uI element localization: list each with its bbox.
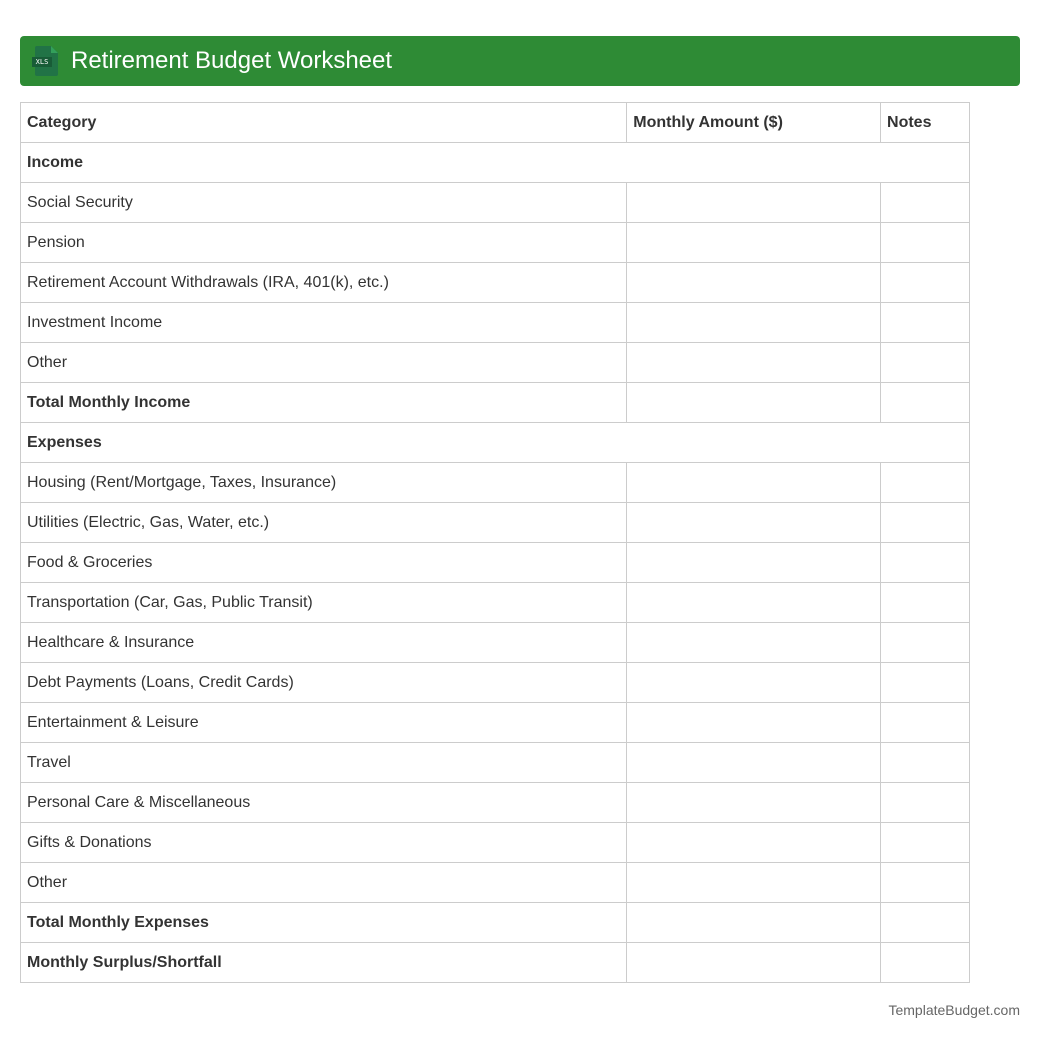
amount-cell[interactable]	[627, 343, 881, 383]
notes-cell[interactable]	[881, 263, 970, 303]
category-cell: Entertainment & Leisure	[21, 703, 627, 743]
column-header-category: Category	[21, 103, 627, 143]
page-title: Retirement Budget Worksheet	[71, 47, 393, 74]
column-header-amount: Monthly Amount ($)	[627, 103, 881, 143]
notes-cell[interactable]	[881, 383, 970, 423]
xls-icon-label: XLS	[32, 57, 52, 67]
category-cell: Utilities (Electric, Gas, Water, etc.)	[21, 503, 627, 543]
budget-table	[20, 102, 970, 983]
amount-cell[interactable]	[627, 503, 881, 543]
amount-cell[interactable]	[627, 383, 881, 423]
category-cell: Gifts & Donations	[21, 823, 627, 863]
section-label: Income	[21, 143, 970, 183]
amount-cell[interactable]	[627, 303, 881, 343]
table-row	[21, 303, 970, 343]
category-cell: Other	[21, 863, 627, 903]
table-row	[21, 503, 970, 543]
total-row	[21, 943, 970, 983]
category-cell: Pension	[21, 223, 627, 263]
notes-cell[interactable]	[881, 463, 970, 503]
amount-cell[interactable]	[627, 583, 881, 623]
column-header-notes: Notes	[881, 103, 970, 143]
notes-cell[interactable]	[881, 583, 970, 623]
table-row	[21, 623, 970, 663]
category-cell: Social Security	[21, 183, 627, 223]
category-cell: Transportation (Car, Gas, Public Transit)	[21, 583, 627, 623]
category-cell: Total Monthly Income	[21, 383, 627, 423]
xls-file-icon	[32, 46, 58, 76]
table-row	[21, 263, 970, 303]
total-row	[21, 903, 970, 943]
amount-cell[interactable]	[627, 183, 881, 223]
notes-cell[interactable]	[881, 943, 970, 983]
table-row	[21, 823, 970, 863]
amount-cell[interactable]	[627, 823, 881, 863]
notes-cell[interactable]	[881, 703, 970, 743]
table-row	[21, 783, 970, 823]
table-row	[21, 183, 970, 223]
notes-cell[interactable]	[881, 343, 970, 383]
table-row	[21, 463, 970, 503]
table-row	[21, 663, 970, 703]
section-row	[21, 143, 970, 183]
table-header-row	[21, 103, 970, 143]
amount-cell[interactable]	[627, 543, 881, 583]
category-cell: Monthly Surplus/Shortfall	[21, 943, 627, 983]
notes-cell[interactable]	[881, 503, 970, 543]
category-cell: Debt Payments (Loans, Credit Cards)	[21, 663, 627, 703]
category-cell: Total Monthly Expenses	[21, 903, 627, 943]
table-row	[21, 703, 970, 743]
notes-cell[interactable]	[881, 743, 970, 783]
table-row	[21, 543, 970, 583]
amount-cell[interactable]	[627, 223, 881, 263]
category-cell: Retirement Account Withdrawals (IRA, 401(k), etc.)	[21, 263, 627, 303]
table-row	[21, 743, 970, 783]
amount-cell[interactable]	[627, 663, 881, 703]
amount-cell[interactable]	[627, 263, 881, 303]
amount-cell[interactable]	[627, 703, 881, 743]
title-banner	[20, 36, 1020, 86]
notes-cell[interactable]	[881, 903, 970, 943]
notes-cell[interactable]	[881, 543, 970, 583]
footer-brand: TemplateBudget.com	[888, 1002, 1020, 1018]
section-row	[21, 423, 970, 463]
total-row	[21, 383, 970, 423]
amount-cell[interactable]	[627, 623, 881, 663]
notes-cell[interactable]	[881, 783, 970, 823]
section-label: Expenses	[21, 423, 970, 463]
amount-cell[interactable]	[627, 943, 881, 983]
table-row	[21, 583, 970, 623]
category-cell: Other	[21, 343, 627, 383]
table-row	[21, 223, 970, 263]
category-cell: Food & Groceries	[21, 543, 627, 583]
amount-cell[interactable]	[627, 903, 881, 943]
notes-cell[interactable]	[881, 183, 970, 223]
notes-cell[interactable]	[881, 223, 970, 263]
table-row	[21, 343, 970, 383]
amount-cell[interactable]	[627, 743, 881, 783]
notes-cell[interactable]	[881, 663, 970, 703]
notes-cell[interactable]	[881, 623, 970, 663]
notes-cell[interactable]	[881, 823, 970, 863]
notes-cell[interactable]	[881, 303, 970, 343]
category-cell: Housing (Rent/Mortgage, Taxes, Insurance)	[21, 463, 627, 503]
category-cell: Investment Income	[21, 303, 627, 343]
amount-cell[interactable]	[627, 783, 881, 823]
amount-cell[interactable]	[627, 463, 881, 503]
amount-cell[interactable]	[627, 863, 881, 903]
category-cell: Personal Care & Miscellaneous	[21, 783, 627, 823]
table-row	[21, 863, 970, 903]
notes-cell[interactable]	[881, 863, 970, 903]
category-cell: Travel	[21, 743, 627, 783]
category-cell: Healthcare & Insurance	[21, 623, 627, 663]
